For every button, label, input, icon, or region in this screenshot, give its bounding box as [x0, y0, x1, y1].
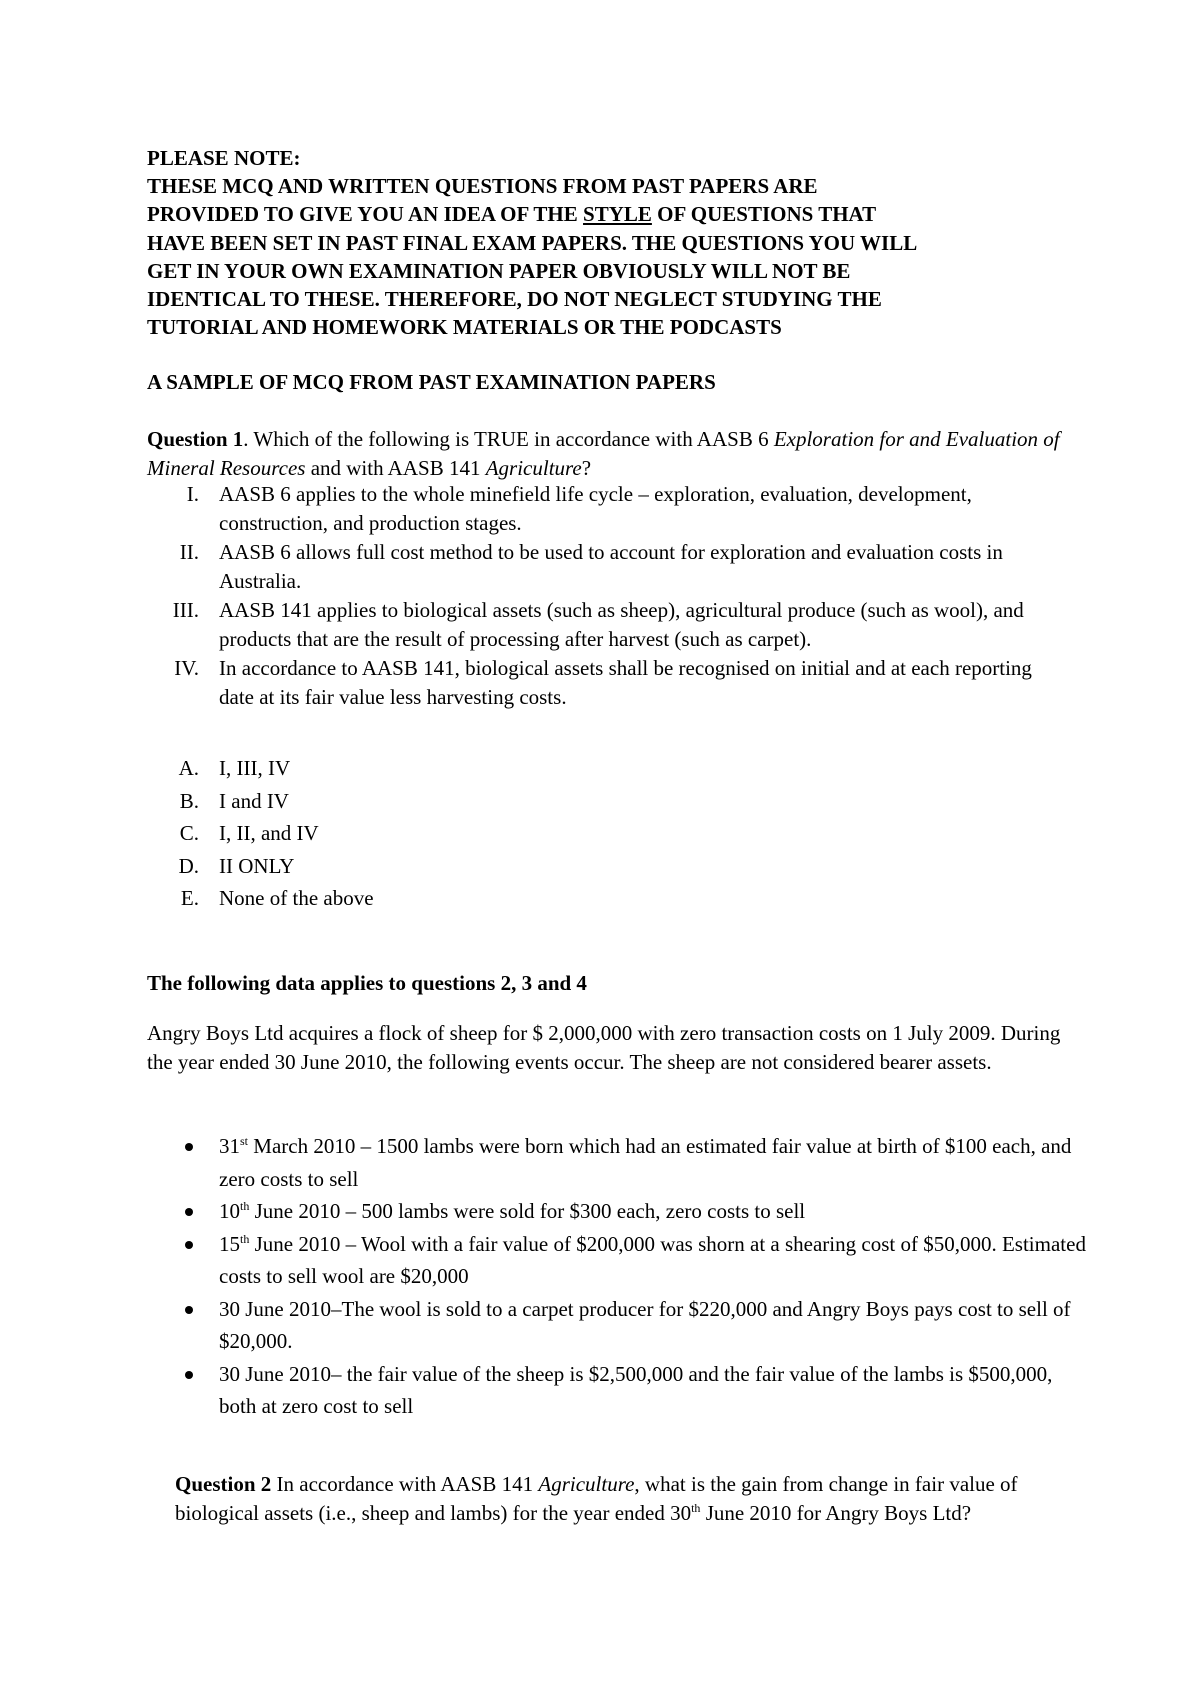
- event-item: 15th June 2010 – Wool with a fair value of $200,000 was shorn at a shearing cost of $50,000. Estimated costs to sell wool are $20,000: [147, 1228, 1087, 1293]
- note-line: IDENTICAL TO THESE. THEREFORE, DO NOT NEGLECT STUDYING THE: [147, 287, 882, 312]
- question-1-statements: [147, 480, 1067, 712]
- events-list: [147, 1130, 1087, 1423]
- event-item: 10th June 2010 – 500 lambs were sold for $300 each, zero costs to sell: [147, 1195, 1087, 1228]
- question-1-options: [147, 752, 374, 915]
- option-item: A. I, III, IV: [178, 756, 291, 780]
- sample-heading: A SAMPLE OF MCQ FROM PAST EXAMINATION PAPERS: [147, 370, 716, 394]
- event-item: 31st March 2010 – 1500 lambs were born which had an estimated fair value at birth of $100 each, and zero costs to sell: [147, 1130, 1087, 1195]
- note-line: THESE MCQ AND WRITTEN QUESTIONS FROM PAST PAPERS ARE: [147, 174, 818, 199]
- question-2-label: Question 2: [175, 1472, 272, 1496]
- question-1-stem: Question 1. Which of the following is TRUE in accordance with AASB 6 Exploration for and Evaluation of Mineral Resources and with AASB 141 Agriculture?: [147, 427, 1060, 480]
- bullet-icon: [185, 1143, 193, 1151]
- bullet-icon: [185, 1241, 193, 1249]
- note-line: HAVE BEEN SET IN PAST FINAL EXAM PAPERS. THE QUESTIONS YOU WILL: [147, 230, 918, 255]
- statement-item: III. AASB 141 applies to biological assets (such as sheep), agricultural produce (such as wool), and products that are the result of processing after harvest (such as carpet).: [172, 598, 1024, 651]
- event-item: 30 June 2010– the fair value of the sheep is $2,500,000 and the fair value of the lambs is $500,000, both at zero cost to sell: [147, 1358, 1087, 1423]
- scenario-paragraph: Angry Boys Ltd acquires a flock of sheep for $ 2,000,000 with zero transaction costs on 1 July 2009. During the year ended 30 June 2010, the following events occur. The sheep are not considered bearer assets.: [147, 1021, 1061, 1074]
- style-underlined: STYLE: [583, 202, 652, 227]
- option-item: D. II ONLY: [178, 853, 295, 878]
- question-1-label: Question 1: [147, 427, 244, 451]
- event-item: 30 June 2010–The wool is sold to a carpet producer for $220,000 and Angry Boys pays cost to sell of $20,000.: [147, 1293, 1087, 1358]
- statement-item: IV. In accordance to AASB 141, biological assets shall be recognised on initial and at each reporting date at its fair value less harvesting costs.: [174, 656, 1032, 709]
- note-line: GET IN YOUR OWN EXAMINATION PAPER OBVIOUSLY WILL NOT BE: [147, 258, 851, 283]
- bullet-icon: [185, 1371, 193, 1379]
- note-line: PLEASE NOTE:: [147, 146, 301, 170]
- statement-item: I. AASB 6 applies to the whole minefield life cycle – exploration, evaluation, development, construction, and production stages.: [186, 482, 972, 535]
- option-item: C. I, II, and IV: [179, 821, 319, 845]
- question-2-stem: Question 2 In accordance with AASB 141 Agriculture, what is the gain from change in fair value of biological assets (i.e., sheep and lambs) for the year ended 30th June 2010 for Angry Boys Ltd?: [175, 1472, 1018, 1525]
- note-line: PROVIDED TO GIVE YOU AN IDEA OF THE STYLE OF QUESTIONS THAT: [147, 202, 877, 227]
- data-heading: The following data applies to questions 2, 3 and 4: [147, 971, 587, 995]
- note-line: TUTORIAL AND HOMEWORK MATERIALS OR THE PODCASTS: [147, 315, 782, 340]
- option-item: E. None of the above: [180, 886, 374, 910]
- statement-item: II. AASB 6 allows full cost method to be used to account for exploration and evaluation costs in Australia.: [179, 540, 1003, 593]
- please-note-block: [147, 144, 1067, 341]
- bullet-icon: [185, 1306, 193, 1314]
- bullet-icon: [185, 1208, 193, 1216]
- option-item: B. I and IV: [179, 788, 289, 813]
